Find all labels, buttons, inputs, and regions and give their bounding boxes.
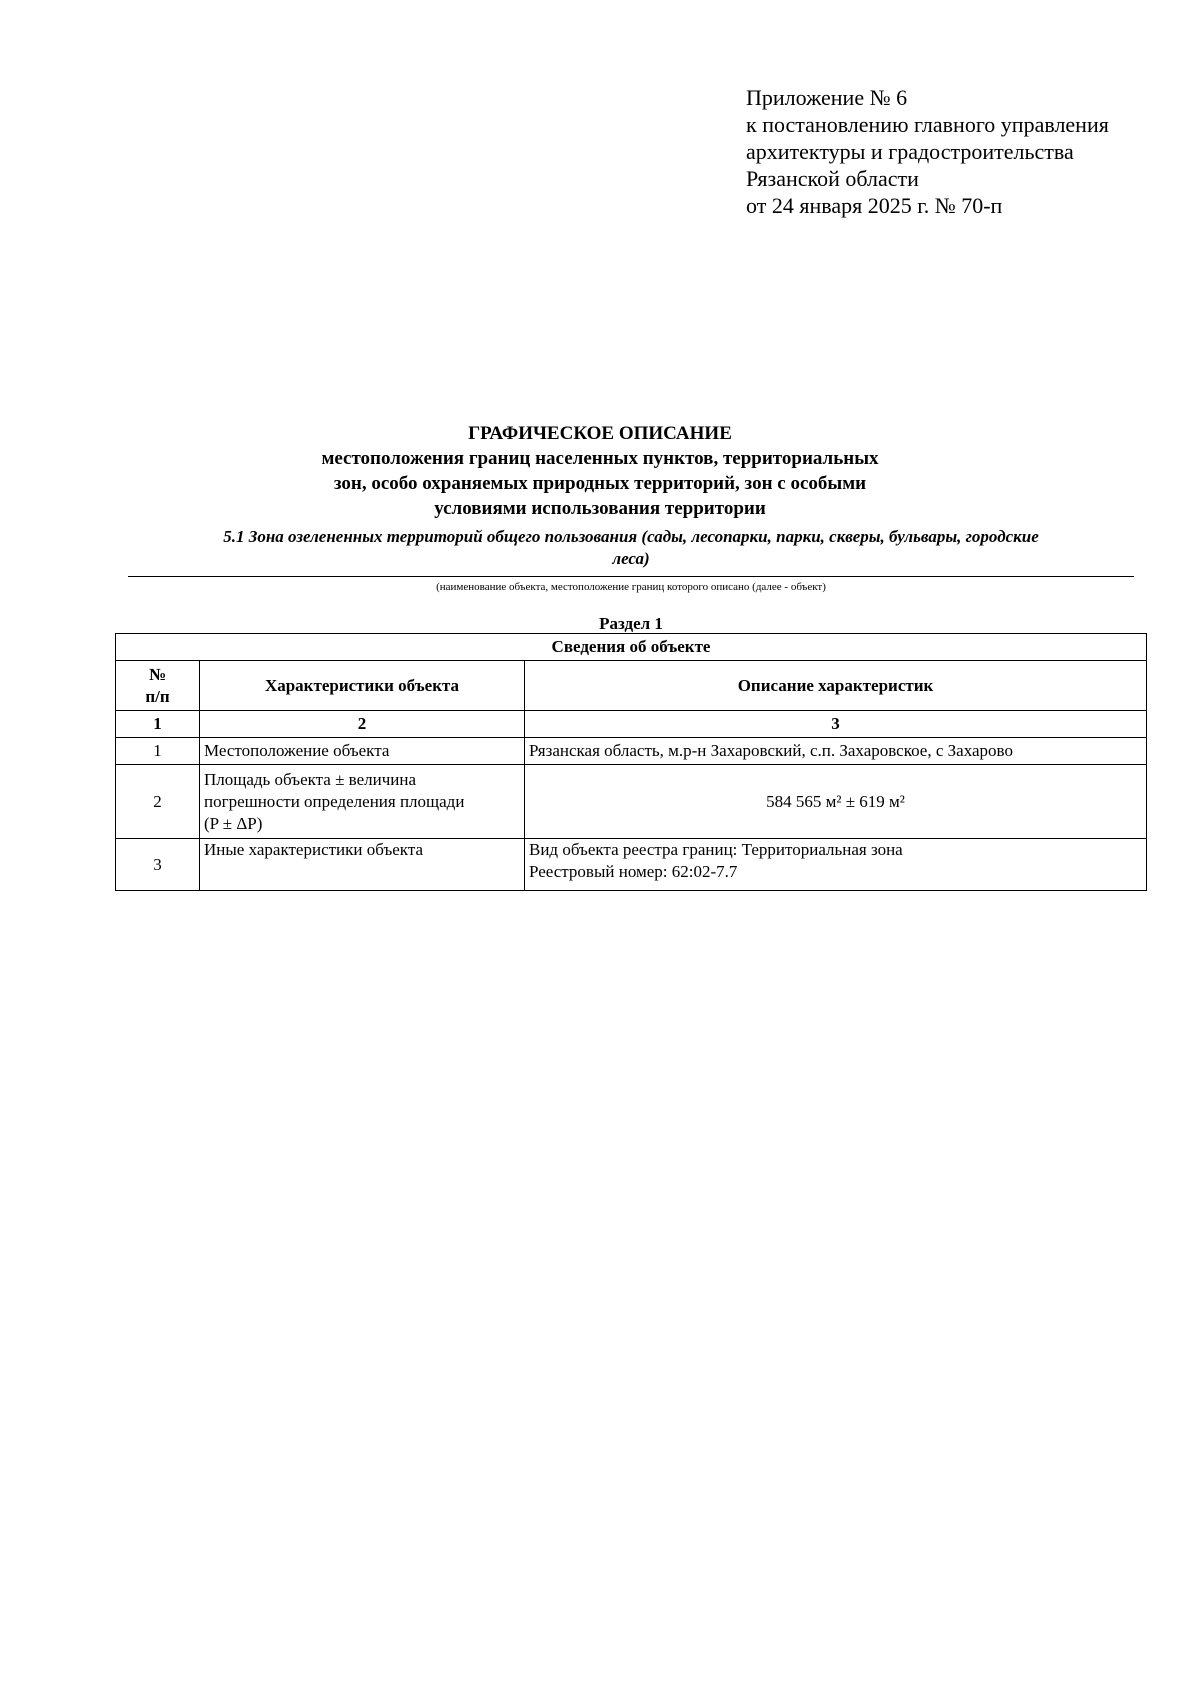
appendix-header [746, 84, 1109, 219]
title-subtitle-line-3: условиями использования территории [434, 498, 766, 519]
header-num-line-2: п/п [145, 686, 170, 706]
column-number-2: 2 [200, 711, 525, 738]
row-description-line: Вид объекта реестра границ: Территориальная зона [529, 840, 903, 859]
row-characteristic-line: (P ± ΔP) [204, 813, 263, 833]
appendix-number: Приложение № 6 [746, 85, 908, 110]
title-subtitle-line-2: зон, особо охраняемых природных территорий, зон с особыми [333, 473, 867, 494]
object-name-line-2: леса) [612, 549, 650, 568]
row-description-line: Реестровый номер: 62:02-7.7 [529, 862, 738, 881]
row-characteristic [200, 765, 525, 839]
column-number-1: 1 [116, 711, 200, 738]
header-num-line-1: № [148, 664, 167, 684]
appendix-region-line: Рязанской области [746, 166, 919, 191]
header-description: Описание характеристик [525, 661, 1147, 711]
appendix-date-line: от 24 января 2025 г. № 70-п [746, 193, 1003, 218]
object-name-line-1: 5.1 Зона озелененных территорий общего пользования (сады, лесопарки, парки, скверы, бульвары, городские [223, 527, 1039, 546]
row-characteristic-line: погрешности определения площади [204, 791, 465, 811]
appendix-authority-line: архитектуры и градостроительства [746, 139, 1074, 164]
column-numbers-row [116, 711, 1147, 738]
object-name [128, 526, 1134, 570]
table-header-row [116, 661, 1147, 711]
row-description: 584 565 м² ± 619 м² [525, 765, 1147, 839]
row-characteristic: Иные характеристики объекта [200, 839, 525, 891]
title-subtitle-line-1: местоположения границ населенных пунктов, территориальных [321, 448, 879, 469]
object-caption: (наименование объекта, местоположение границ которого описано (далее - объект) [436, 581, 826, 593]
table-row [116, 765, 1147, 839]
object-name-underline [128, 576, 1134, 577]
appendix-decree-line: к постановлению главного управления [746, 112, 1109, 137]
header-num [116, 661, 200, 711]
row-number: 3 [116, 839, 200, 891]
table-row [116, 839, 1147, 891]
table-title-row [116, 634, 1147, 661]
row-characteristic: Местоположение объекта [200, 738, 525, 765]
row-number: 1 [116, 738, 200, 765]
section-title: Раздел 1 [599, 614, 663, 633]
table-row [116, 738, 1147, 765]
table-title: Сведения об объекте [116, 634, 1147, 661]
row-description [525, 839, 1147, 891]
column-number-3: 3 [525, 711, 1147, 738]
row-description: Рязанская область, м.р-н Захаровский, с.п. Захаровское, с Захарово [525, 738, 1147, 765]
header-characteristics: Характеристики объекта [200, 661, 525, 711]
row-characteristic-line: Площадь объекта ± величина [204, 769, 417, 789]
title-main: ГРАФИЧЕСКОЕ ОПИСАНИЕ [468, 423, 732, 444]
document-title [0, 421, 1200, 521]
object-info-table [115, 633, 1147, 891]
row-number: 2 [116, 765, 200, 839]
